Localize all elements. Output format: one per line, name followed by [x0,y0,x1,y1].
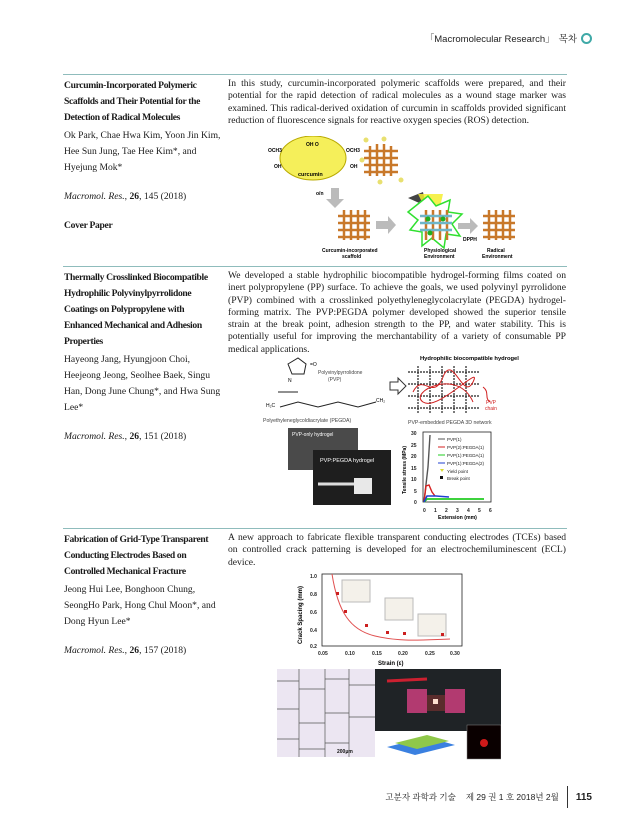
svg-text:Crack Spacing (mm): Crack Spacing (mm) [298,585,304,644]
svg-text:PVP-only hydrogel: PVP-only hydrogel [292,432,334,438]
svg-text:1: 1 [434,508,437,514]
section-divider [63,74,567,75]
svg-text:4: 4 [467,508,470,514]
svg-text:200μm: 200μm [337,749,353,755]
journal-abbr: Macromol. Res. [64,431,125,442]
svg-text:1.0: 1.0 [310,574,317,580]
svg-text:25: 25 [411,443,417,449]
svg-text:0.25: 0.25 [425,651,435,657]
svg-text:curcumin: curcumin [298,172,323,178]
svg-text:CH₂: CH₂ [376,398,386,404]
svg-text:0.05: 0.05 [318,651,328,657]
abstract-text: We developed a stable hydrophilic biocompatible hydrogel-forming films coated on inert polypropylene (PP) surface. To achieve the goals, we used polyvinyl pyrrolidone (PVP) combined with a crosslinked polyethyleneglycolacrylate (PEGDA) hydrogel-forming matrix. The PVP:PEGDA polymer developed showed the superior tensile strain at the break point, adhesion strength to the PP, and water stability. This is potentially useful for improving the merchantability of a variety of consumable PP medical applications. [228,270,566,355]
section-divider [63,528,567,529]
svg-text:Radical: Radical [487,248,505,254]
svg-text:0.15: 0.15 [372,651,382,657]
article-authors: Hayeong Jang, Hyungjoon Choi, Heejeong Jeong, Seolhee Baek, Singu Han, Dong June Chung*, and Hwa Sung Lee* [64,354,221,413]
journal-title-kr: 고분자 과학과 기술 [385,792,456,802]
svg-text:PVP: PVP [486,400,497,406]
svg-text:=O: =O [310,362,317,368]
entry-3-meta [64,532,224,658]
svg-text:5: 5 [478,508,481,514]
svg-text:0: 0 [414,500,417,506]
svg-text:PVP(1):PEGDA(1): PVP(1):PEGDA(1) [447,453,485,458]
page-footer [385,786,592,808]
svg-text:15: 15 [411,466,417,472]
svg-text:OCH3: OCH3 [346,148,360,154]
svg-text:0.6: 0.6 [310,610,317,616]
abstract-text: A new approach to fabricate flexible transparent conducting electrodes (TCEs) based on controlled crack patterning is developed for an electrochemiluminescent (ECL) device. [228,532,566,568]
pvp-pegda-figure [258,352,548,520]
journal-name: 「Macromolecular Research」 [424,34,555,45]
entry-1-meta [64,78,224,231]
article-citation: Macromol. Res., 26, 151 (2018) [64,431,187,442]
svg-text:0: 0 [423,508,426,514]
svg-text:scaffold: scaffold [342,254,362,260]
entry-2-meta [64,270,224,444]
svg-text:chain: chain [485,406,497,412]
pages-year: , 157 (2018) [139,645,187,656]
svg-text:Polyethyleneglycoldiacrylate (: Polyethyleneglycoldiacrylate (PEGDA) [263,418,352,424]
svg-text:Environment: Environment [424,254,455,260]
svg-text:20: 20 [411,454,417,460]
curcumin-scaffold-figure [258,136,543,260]
svg-text:(PVP): (PVP) [328,377,342,383]
entry-3-abstract [228,532,566,569]
svg-text:PVP:PEGDA hydrogel: PVP:PEGDA hydrogel [320,458,375,464]
toc-label: 목차 [558,34,577,45]
journal-abbr: Macromol. Res. [64,191,125,202]
svg-text:OH: OH [350,164,358,170]
pages-year: , 145 (2018) [139,191,187,202]
svg-text:3: 3 [456,508,459,514]
svg-text:Yield point: Yield point [447,469,468,474]
abstract-text: In this study, curcumin-incorporated polymeric scaffolds were prepared, and their potential for the rapid detection of radical molecules as a wound stage marker was examined. This radical-derived oxidation of curcumin in scaffolds provided significant reduction of fluorescence signals for reactive oxygen species (ROS) detection. [228,78,566,126]
volume: 26 [129,645,140,656]
footer-divider [567,786,568,808]
crack-spacing-chart [290,572,480,667]
journal-abbr: Macromol. Res. [64,645,125,656]
svg-text:0.10: 0.10 [345,651,355,657]
svg-text:N: N [288,378,292,384]
svg-text:0.20: 0.20 [398,651,408,657]
svg-text:10: 10 [411,477,417,483]
article-citation: Macromol. Res., 26, 157 (2018) [64,645,187,656]
svg-text:H₂C: H₂C [266,403,276,409]
volume: 26 [129,431,140,442]
svg-text:Extension (mm): Extension (mm) [438,515,477,520]
svg-text:2: 2 [445,508,448,514]
svg-text:Strain (ε): Strain (ε) [378,661,404,667]
article-authors: Ok Park, Chae Hwa Kim, Yoon Jin Kim, Hee Sun Jung, Tae Hee Kim*, and Hyejung Mok* [64,130,221,173]
section-divider [63,266,567,267]
svg-text:Curcumin-incorporated: Curcumin-incorporated [322,248,378,254]
circle-bullet-icon [581,33,592,44]
svg-text:PVP(1):PEGDA(2): PVP(1):PEGDA(2) [447,461,485,466]
page-number: 115 [575,791,592,803]
article-title: Curcumin-Incorporated Polymeric Scaffolds and Their Potential for the Detection of Radical Molecules [64,80,201,123]
svg-text:5: 5 [414,489,417,495]
volume: 26 [129,191,140,202]
svg-text:Break point: Break point [447,476,470,481]
svg-text:OH: OH [274,164,282,170]
svg-text:0.2: 0.2 [310,644,317,650]
svg-text:PVP(2):PEGDA(1): PVP(2):PEGDA(1) [447,445,485,450]
article-title: Thermally Crosslinked Biocompatible Hydrophilic Polyvinylpyrrolidone Coatings on Polypropylene with Enhanced Mechanical and Adhesion Properties [64,272,208,347]
svg-text:DPPH: DPPH [463,237,477,243]
electrode-photos [277,669,501,761]
svg-text:30: 30 [411,431,417,437]
running-header [425,31,592,45]
article-citation: Macromol. Res., 26, 145 (2018) [64,191,187,202]
svg-text:Tensile stress (MPa): Tensile stress (MPa) [402,446,408,494]
svg-text:OH O: OH O [306,142,319,148]
svg-text:OCH3: OCH3 [268,148,282,154]
article-authors: Jeong Hui Lee, Bonghoon Chung, SeongHo Park, Hong Chul Moon*, and Dong Hyun Lee* [64,584,216,627]
svg-text:Polyvinylpyrrolidone: Polyvinylpyrrolidone [318,370,363,376]
entry-1-abstract [228,78,566,127]
svg-text:Physiological: Physiological [424,248,457,254]
svg-text:0.8: 0.8 [310,592,317,598]
svg-text:PVP-embedded PEGDA 3D network: PVP-embedded PEGDA 3D network [408,420,492,426]
svg-text:o/n: o/n [316,191,324,197]
article-title: Fabrication of Grid-Type Transparent Conducting Electrodes Based on Controlled Mechanical Fracture [64,534,209,577]
issue-info: 제 29 권 1 호 2018년 2월 [465,792,559,802]
cover-paper-tag: Cover Paper [64,220,113,231]
svg-text:0.4: 0.4 [310,628,317,634]
svg-text:0.30: 0.30 [450,651,460,657]
entry-2-abstract [228,270,566,356]
svg-text:PVP(1): PVP(1) [447,437,462,442]
svg-text:6: 6 [489,508,492,514]
svg-text:Hydrophilic biocompatible hydr: Hydrophilic biocompatible hydrogel [420,356,519,362]
svg-text:Environment: Environment [482,254,513,260]
pages-year: , 151 (2018) [139,431,187,442]
